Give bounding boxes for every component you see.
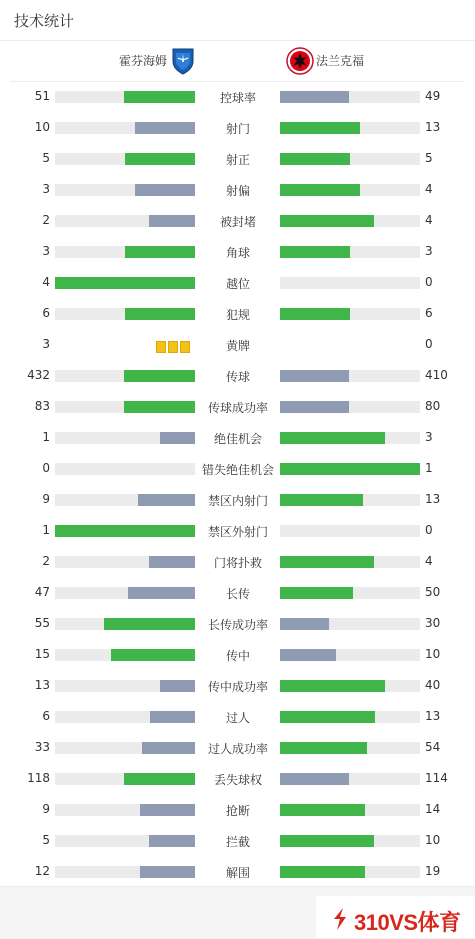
away-stat-value: 410: [425, 368, 448, 382]
away-bar-track: [280, 804, 420, 816]
away-stat-value: 49: [425, 89, 441, 103]
away-stat-value: 4: [425, 213, 433, 227]
away-bar-track: [280, 742, 420, 754]
home-stat-value: 1: [42, 430, 50, 444]
stat-row: [0, 453, 475, 484]
away-stat-value: 4: [425, 182, 433, 196]
home-bar-track: [55, 463, 195, 475]
stat-label: 射正: [225, 153, 250, 167]
stat-row: [0, 391, 475, 422]
home-bar-fill: [149, 556, 195, 568]
away-stat-value: 10: [425, 833, 441, 847]
page-header: [0, 0, 475, 41]
watermark-logo-icon: [330, 907, 350, 931]
home-bar-fill: [124, 773, 195, 785]
home-bar-track: [55, 153, 195, 165]
away-bar-fill: [280, 835, 374, 847]
stat-row: [0, 825, 475, 856]
away-bar-track: [280, 184, 420, 196]
home-bar-track: [55, 525, 195, 537]
home-bar-track: [55, 122, 195, 134]
away-bar-fill: [280, 370, 349, 382]
away-stat-value: 30: [425, 616, 441, 630]
away-bar-fill: [280, 153, 350, 165]
stat-label: 长传成功率: [207, 618, 268, 632]
stat-label: 控球率: [219, 91, 256, 105]
away-stat-value: 54: [425, 740, 441, 754]
home-bar-fill: [125, 246, 195, 258]
away-stat-value: 5: [425, 151, 433, 165]
stat-label: 越位: [225, 277, 250, 291]
away-bar-track: [280, 122, 420, 134]
away-bar-track: [280, 401, 420, 413]
away-bar-fill: [280, 711, 375, 723]
home-stat-value: 6: [42, 306, 50, 320]
page-title: 技术统计: [14, 12, 75, 30]
stat-row: [0, 329, 475, 360]
home-bar-fill: [124, 401, 195, 413]
home-bar-track: [55, 680, 195, 692]
away-bar-track: [280, 649, 420, 661]
home-stat-value: 5: [42, 151, 50, 165]
away-bar-track: [280, 277, 420, 289]
away-bar-fill: [280, 587, 353, 599]
home-bar-track: [55, 91, 195, 103]
stat-label: 射门: [225, 122, 250, 136]
home-stat-value: 2: [42, 213, 50, 227]
away-stat-value: 3: [425, 430, 433, 444]
home-bar-fill: [135, 184, 195, 196]
home-bar-track: [55, 866, 195, 878]
away-bar-fill: [280, 401, 349, 413]
stat-label: 射偏: [225, 184, 250, 198]
away-bar-fill: [280, 246, 350, 258]
home-stat-value: 3: [42, 244, 50, 258]
home-bar-fill: [160, 680, 195, 692]
away-stat-value: 19: [425, 864, 441, 878]
stat-row: [0, 267, 475, 298]
home-stat-value: 15: [34, 647, 50, 661]
home-bar-fill: [142, 742, 195, 754]
away-bar-fill: [280, 680, 385, 692]
away-bar-track: [280, 680, 420, 692]
away-bar-fill: [280, 215, 374, 227]
away-bar-track: [280, 432, 420, 444]
away-bar-track: [280, 91, 420, 103]
stat-label: 错失绝佳机会: [201, 463, 274, 477]
away-bar-track: [280, 463, 420, 475]
home-stat-value: 5: [42, 833, 50, 847]
home-bar-track: [55, 835, 195, 847]
home-bar-fill: [55, 525, 195, 537]
home-bar-fill: [150, 711, 195, 723]
stat-label: 传中: [225, 649, 250, 663]
home-bar-track: [55, 587, 195, 599]
frankfurt-logo-icon: [286, 47, 314, 75]
home-stat-value: 2: [42, 554, 50, 568]
home-bar-fill: [140, 804, 195, 816]
away-bar-track: [280, 866, 420, 878]
away-stat-value: 13: [425, 120, 441, 134]
away-stat-value: 40: [425, 678, 441, 692]
stat-label: 黄牌: [225, 339, 250, 353]
stat-row: [0, 794, 475, 825]
home-bar-fill: [135, 122, 195, 134]
home-bar-track: [55, 308, 195, 320]
home-stat-value: 9: [42, 802, 50, 816]
home-bar-track: [55, 742, 195, 754]
home-team-name: 霍芬海姆: [118, 54, 167, 68]
away-stat-value: 80: [425, 399, 441, 413]
yellow-card-icon: [156, 341, 166, 353]
home-bar-track: [55, 246, 195, 258]
home-stat-value: 10: [34, 120, 50, 134]
stat-label: 拦截: [225, 835, 250, 849]
home-stat-value: 55: [34, 616, 50, 630]
home-stat-value: 1: [42, 523, 50, 537]
away-stat-value: 50: [425, 585, 441, 599]
away-bar-track: [280, 587, 420, 599]
away-bar-fill: [280, 773, 349, 785]
home-stat-value: 47: [34, 585, 50, 599]
watermark-text: 310VS体育: [354, 910, 461, 935]
home-bar-fill: [104, 618, 195, 630]
stat-label: 长传: [225, 587, 250, 601]
stat-row: [0, 143, 475, 174]
home-bar-track: [55, 184, 195, 196]
away-stat-value: 6: [425, 306, 433, 320]
stat-label: 门将扑救: [213, 556, 262, 570]
home-bar-fill: [125, 153, 195, 165]
stat-label: 抢断: [225, 804, 250, 818]
stat-label: 解围: [225, 866, 250, 880]
home-stat-value: 0: [42, 461, 50, 475]
away-bar-track: [280, 773, 420, 785]
stat-row: [0, 236, 475, 267]
home-stat-value: 6: [42, 709, 50, 723]
stat-label: 绝佳机会: [213, 432, 262, 446]
home-stat-value: 4: [42, 275, 50, 289]
home-bar-track: [55, 649, 195, 661]
away-bar-fill: [280, 649, 336, 661]
home-stat-value: 3: [42, 337, 50, 351]
stats-list: [0, 81, 475, 887]
away-stat-value: 114: [425, 771, 448, 785]
home-stat-value: 12: [34, 864, 50, 878]
home-bar-track: [55, 556, 195, 568]
away-stat-value: 4: [425, 554, 433, 568]
home-bar-fill: [55, 277, 195, 289]
away-bar-track: [280, 835, 420, 847]
home-bar-track: [55, 711, 195, 723]
stat-label: 被封堵: [219, 215, 256, 229]
stat-row: [0, 546, 475, 577]
yellow-cards-home: [154, 338, 195, 351]
away-bar-fill: [280, 184, 360, 196]
away-bar-track: [280, 308, 420, 320]
stat-row: [0, 670, 475, 701]
home-bar-track: [55, 215, 195, 227]
away-bar-track: [280, 618, 420, 630]
stat-label: 传中成功率: [207, 680, 268, 694]
teams-header: [0, 40, 475, 82]
home-stat-value: 33: [34, 740, 50, 754]
away-team-name: 法兰克福: [316, 54, 365, 68]
stat-label: 犯规: [225, 308, 250, 322]
yellow-card-icon: [168, 341, 178, 353]
stat-row: [0, 360, 475, 391]
stat-label: 传球成功率: [207, 401, 268, 415]
home-stat-value: 9: [42, 492, 50, 506]
stat-label: 禁区内射门: [207, 494, 268, 508]
home-bar-fill: [149, 835, 195, 847]
home-bar-fill: [124, 370, 195, 382]
hoffenheim-logo-icon: [171, 47, 195, 75]
home-bar-fill: [124, 91, 195, 103]
away-stat-value: 0: [425, 275, 433, 289]
stat-row: [0, 763, 475, 794]
away-stat-value: 1: [425, 461, 433, 475]
away-bar-track: [280, 556, 420, 568]
stat-row: [0, 639, 475, 670]
stat-row: [0, 422, 475, 453]
home-bar-fill: [149, 215, 195, 227]
stat-label: 传球: [225, 370, 250, 384]
home-bar-fill: [138, 494, 195, 506]
home-bar-fill: [140, 866, 195, 878]
away-bar-fill: [280, 866, 365, 878]
away-bar-track: [280, 215, 420, 227]
stat-row: [0, 856, 475, 887]
away-stat-value: 3: [425, 244, 433, 258]
away-stat-value: 13: [425, 709, 441, 723]
away-bar-fill: [280, 122, 360, 134]
away-bar-fill: [280, 432, 385, 444]
home-bar-track: [55, 494, 195, 506]
away-bar-fill: [280, 91, 349, 103]
home-stat-value: 432: [27, 368, 50, 382]
away-bar-fill: [280, 494, 363, 506]
away-bar-track: [280, 153, 420, 165]
away-bar-track: [280, 370, 420, 382]
away-bar-track: [280, 525, 420, 537]
home-stat-value: 13: [34, 678, 50, 692]
stat-label: 过人: [225, 711, 250, 725]
home-stat-value: 83: [34, 399, 50, 413]
home-bar-track: [55, 618, 195, 630]
stat-label: 禁区外射门: [207, 525, 268, 539]
stat-row: [0, 112, 475, 143]
stat-row: [0, 484, 475, 515]
away-bar-fill: [280, 804, 365, 816]
away-bar-track: [280, 246, 420, 258]
stat-row: [0, 701, 475, 732]
away-stat-value: 14: [425, 802, 441, 816]
away-stat-value: 10: [425, 647, 441, 661]
away-stat-value: 0: [425, 523, 433, 537]
home-bar-fill: [125, 308, 195, 320]
home-stat-value: 51: [34, 89, 50, 103]
away-bar-fill: [280, 742, 367, 754]
stat-row: [0, 205, 475, 236]
stat-row: [0, 81, 475, 112]
home-bar-track: [55, 370, 195, 382]
stat-row: [0, 298, 475, 329]
home-bar-fill: [111, 649, 195, 661]
stat-row: [0, 515, 475, 546]
home-bar-track: [55, 432, 195, 444]
home-bar-track: [55, 401, 195, 413]
stat-row: [0, 577, 475, 608]
stat-label: 角球: [225, 246, 250, 260]
home-bar-track: [55, 773, 195, 785]
stat-row: [0, 174, 475, 205]
stat-label: 丢失球权: [213, 773, 262, 787]
home-bar-fill: [160, 432, 195, 444]
home-bar-fill: [128, 587, 195, 599]
away-bar-track: [280, 494, 420, 506]
home-stat-value: 118: [27, 771, 50, 785]
stat-row: [0, 732, 475, 763]
home-bar-track: [55, 277, 195, 289]
away-stat-value: 13: [425, 492, 441, 506]
home-bar-track: [55, 804, 195, 816]
away-bar-track: [280, 711, 420, 723]
home-stat-value: 3: [42, 182, 50, 196]
yellow-card-icon: [180, 341, 190, 353]
away-bar-fill: [280, 618, 329, 630]
away-stat-value: 0: [425, 337, 433, 351]
away-bar-fill: [280, 308, 350, 320]
stat-row: [0, 608, 475, 639]
away-bar-fill: [280, 556, 374, 568]
stat-label: 过人成功率: [207, 742, 268, 756]
away-bar-fill: [280, 463, 420, 475]
